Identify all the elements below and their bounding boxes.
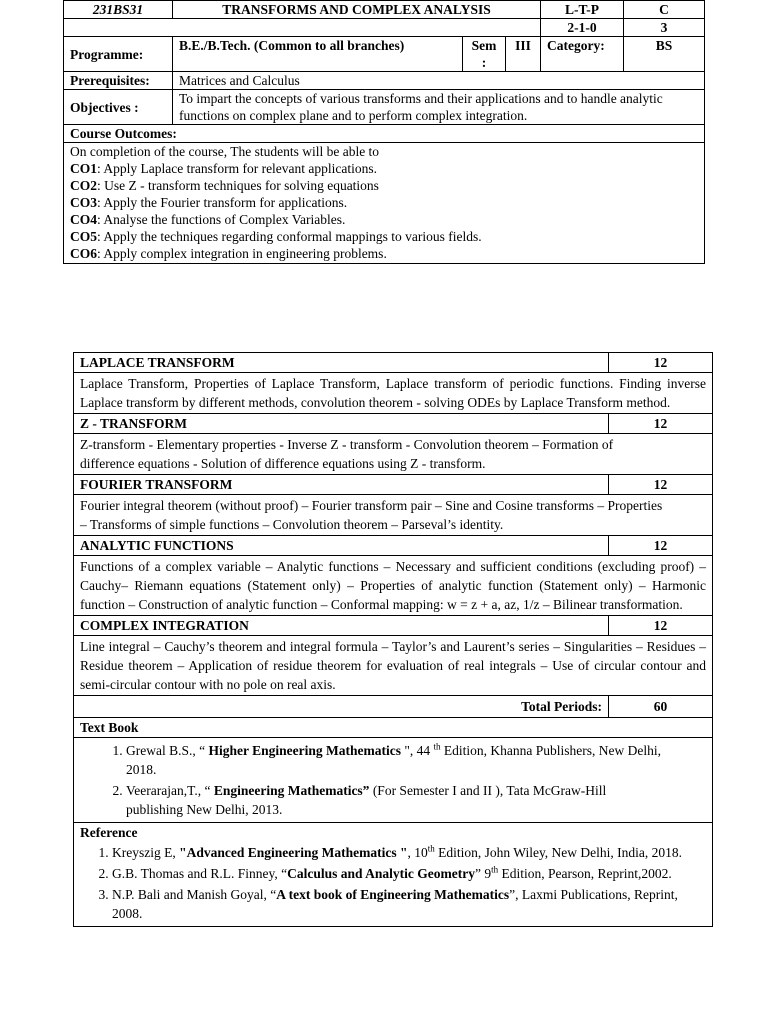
textbook-list-cell	[74, 738, 713, 823]
total-row	[74, 696, 713, 718]
ltp-value: 2-1-0	[541, 19, 624, 37]
unit-content: Line integral – Cauchy’s theorem and integral formula – Taylor’s and Laurent’s series – Singularities – Residues – Residue theorem – Application of residue theorem for evaluation of real integrals – Use of circular contour and semi-circular contour with no pole on real axis.	[74, 636, 713, 696]
reference-item: 3. N.P. Bali and Manish Goyal, “A text book of Engineering Mathematics”, Laxmi Publications, Reprint, 2008.	[112, 885, 706, 923]
textbook-item: 2. Veerarajan,T., “ Engineering Mathematics” (For Semester I and II ), Tata McGraw-Hill publishing New Delhi, 2013.	[126, 781, 666, 819]
reference-list	[80, 843, 706, 923]
blank-cell	[64, 19, 541, 37]
reference-cell	[74, 823, 713, 927]
sem-value: III	[506, 37, 541, 72]
unit-header-row	[74, 414, 713, 434]
unit-header-row	[74, 536, 713, 556]
credit-label: C	[624, 1, 705, 19]
programme-label: Programme:	[64, 37, 173, 72]
prereq-value: Matrices and Calculus	[173, 72, 705, 90]
unit-title: Z - TRANSFORM	[74, 414, 609, 434]
outcome-item: CO5: Apply the techniques regarding conformal mappings to various fields.	[70, 229, 482, 244]
unit-title: ANALYTIC FUNCTIONS	[74, 536, 609, 556]
total-value: 60	[609, 696, 713, 718]
course-code: 231BS31	[64, 1, 173, 19]
ltp-label: L-T-P	[541, 1, 624, 19]
outcome-item: CO3: Apply the Fourier transform for applications.	[70, 195, 348, 210]
course-header-table	[63, 0, 705, 264]
outcomes-intro: On completion of the course, The students will be able to	[70, 144, 380, 159]
syllabus-table	[73, 352, 713, 927]
unit-title: COMPLEX INTEGRATION	[74, 616, 609, 636]
category-value: BS	[624, 37, 705, 72]
unit-periods: 12	[609, 536, 713, 556]
reference-item: 2. G.B. Thomas and R.L. Finney, “Calculus and Analytic Geometry” 9th Edition, Pearson, Reprint,2002.	[112, 864, 706, 883]
reference-item: 1. Kreyszig E, "Advanced Engineering Mathematics ", 10th Edition, John Wiley, New Delhi, India, 2018.	[112, 843, 706, 862]
unit-title: FOURIER TRANSFORM	[74, 475, 609, 495]
course-title: TRANSFORMS AND COMPLEX ANALYSIS	[173, 1, 541, 19]
outcome-item: CO6: Apply complex integration in engineering problems.	[70, 246, 387, 261]
unit-content: Laplace Transform, Properties of Laplace Transform, Laplace transform of periodic functions. Finding inverse Laplace transform by different methods, convolution theorem - solving ODEs by Laplace Transform method.	[74, 373, 713, 414]
unit-content: Functions of a complex variable – Analytic functions – Necessary and sufficient conditions (excluding proof) – Cauchy– Riemann equations (Statement only) – Properties of analytic function (Statement only) – Harmonic function – Construction of analytic function – Conformal mapping: w = z + a, az, 1/z – Bilinear transformation.	[74, 556, 713, 616]
outcome-item: CO4: Analyse the functions of Complex Variables.	[70, 212, 346, 227]
reference-heading: Reference	[80, 825, 138, 840]
objectives-value: To impart the concepts of various transforms and their applications and to handle analytic functions on complex plane and to perform complex integration.	[173, 90, 705, 125]
unit-periods: 12	[609, 414, 713, 434]
unit-periods: 12	[609, 616, 713, 636]
unit-header-row	[74, 353, 713, 373]
unit-periods: 12	[609, 353, 713, 373]
total-label: Total Periods:	[74, 696, 609, 718]
unit-title: LAPLACE TRANSFORM	[74, 353, 609, 373]
prereq-label: Prerequisites:	[64, 72, 173, 90]
unit-header-row	[74, 616, 713, 636]
unit-content: Z-transform - Elementary properties - Inverse Z - transform - Convolution theorem – Formation of difference equations - Solution of difference equations using Z - transform.	[74, 434, 713, 475]
unit-content: Fourier integral theorem (without proof) – Fourier transform pair – Sine and Cosine transforms – Properties – Transforms of simple functions – Convolution theorem – Parseval’s identity.	[74, 495, 713, 536]
outcomes-label: Course Outcomes:	[64, 125, 705, 143]
credit-value: 3	[624, 19, 705, 37]
objectives-label: Objectives :	[64, 90, 173, 125]
programme-value: B.E./B.Tech. (Common to all branches)	[173, 37, 463, 72]
textbook-heading: Text Book	[74, 718, 713, 738]
outcomes-block	[64, 143, 705, 264]
textbook-item: 1. Grewal B.S., “ Higher Engineering Mathematics ", 44 $^{th}$ Edition, Khanna Publishers, New Delhi, 2018.	[126, 741, 666, 779]
outcome-item: CO1: Apply Laplace transform for relevant applications.	[70, 161, 378, 176]
sem-label: Sem :	[463, 37, 506, 72]
unit-header-row	[74, 475, 713, 495]
category-label: Category:	[541, 37, 624, 72]
textbook-list	[80, 741, 706, 819]
unit-periods: 12	[609, 475, 713, 495]
outcome-item: CO2: Use Z - transform techniques for solving equations	[70, 178, 379, 193]
